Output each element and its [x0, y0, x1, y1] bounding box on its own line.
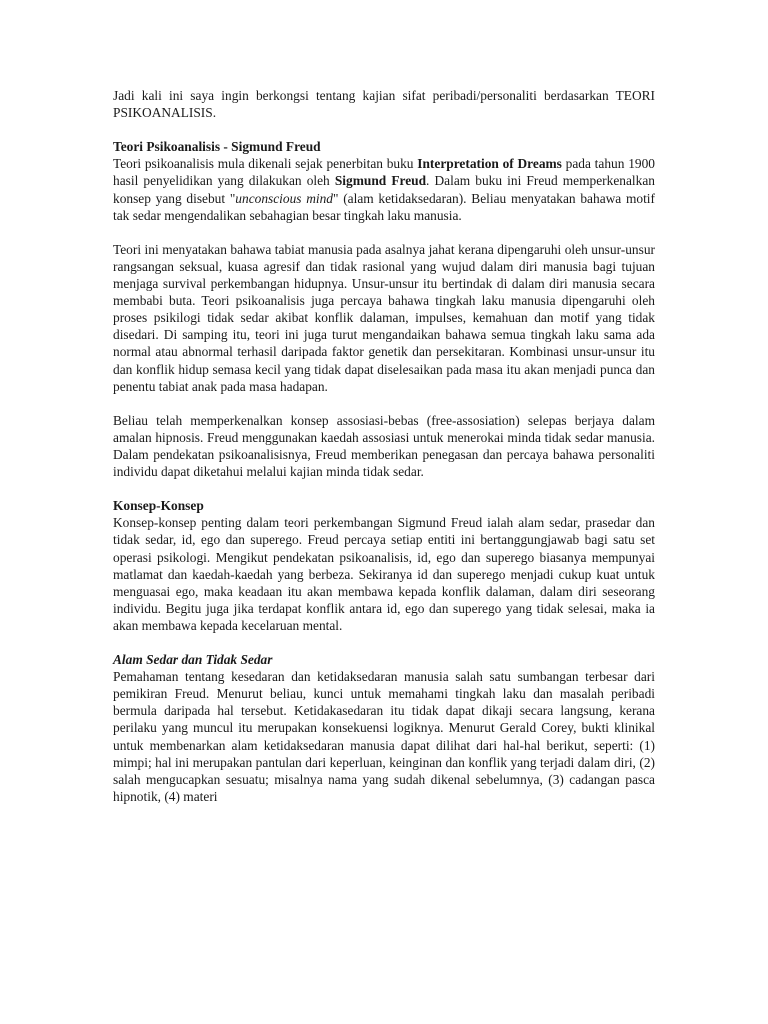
section-heading-teori: Teori Psikoanalisis - Sigmund Freud — [113, 139, 321, 155]
paragraph-konsep-1: Konsep-konsep penting dalam teori perkembangan Sigmund Freud ialah alam sedar, prasedar dan tidak sedar, id, ego dan superego. Freud percaya setiap entiti ini bertanggungjawab bagi satu set operasi psikologi. Mengikut pendekatan psikoanalisis, id, ego dan superego biasanya mempunyai matlamat dan kaedah-kaedah yang berbeza. Sekiranya id dan superego menjadi cukup kuat untuk menguasai ego, maka keadaan itu akan membawa kepada konflik dalaman, dalam diri seseorang individu. Begitu juga jika terdapat konflik antara id, ego dan superego yang tidak selesai, maka ia akan membawa kepada kecelaruan mental. — [113, 515, 655, 633]
spacer — [113, 480, 655, 497]
book-title: Interpretation of Dreams — [417, 156, 562, 172]
spacer — [113, 224, 655, 241]
paragraph-teori-1 — [113, 155, 655, 223]
term-italic: unconscious mind — [235, 190, 334, 206]
spacer — [113, 395, 655, 412]
text-run: " (alam ketidaksedaran). Beliau menyatakan bahawa motif tak sedar mengendalikan sebahagian besar tingkah laku manusia. — [113, 190, 655, 223]
document-page — [113, 87, 655, 805]
spacer — [113, 121, 655, 138]
paragraph-teori-2: Teori ini menyatakan bahawa tabiat manusia pada asalnya jahat kerana dipengaruhi oleh unsur-unsur rangsangan seksual, kuasa agresif dan tidak rasional yang wujud dalam diri manusia bagi tujuan menjaga survival perkembangan hidupnya. Unsur-unsur itu bertindak di dalam diri manusia secara membabi buta. Teori psikoanalisis juga percaya bahawa tingkah laku manusia dipengaruhi oleh proses psikilogi tidak sedar akibat konflik dalaman, impulses, kemahuan dan motif yang tidak disedari. Di samping itu, teori ini juga turut mengandaikan bahawa semua tingkah laku sama ada normal atau abnormal terhasil daripada faktor genetik dan persekitaran. Kombinasi unsur-unsur itu dan konflik hidup semasa kecil yang tidak dapat diselesaikan pada masa itu akan menjadi punca dan penentu tabiat anak pada masa hadapan. — [113, 241, 655, 394]
text-run: pada tahun 1900 hasil penyelidikan yang dilakukan oleh — [113, 156, 655, 189]
author-name: Sigmund Freud — [334, 173, 427, 189]
section-heading-konsep: Konsep-Konsep — [113, 498, 204, 514]
intro-paragraph: Jadi kali ini saya ingin berkongsi tentang kajian sifat peribadi/personaliti berdasarkan TEORI PSIKOANALISIS. — [113, 88, 655, 121]
spacer — [113, 634, 655, 651]
paragraph-alam-sedar-1: Pemahaman tentang kesedaran dan ketidaksedaran manusia salah satu sumbangan terbesar dari pemikiran Freud. Menurut beliau, kunci untuk memahami tingkah laku dan masalah peribadi bermula daripada hal tersebut. Ketidakasedaran itu tidak dapat dikaji secara langsung, kerana perilaku yang muncul itu merupakan konsekuensi logiknya. Menurut Gerald Corey, bukti klinikal untuk membenarkan alam ketidaksedaran manusia dapat dilihat dari hal-hal berikut, seperti: (1) mimpi; hal ini merupakan pantulan dari keperluan, keinginan dan konflik yang terjadi dalam diri, (2) salah mengucapkan sesuatu; misalnya nama yang sudah dikenal sebelumnya, (3) cadangan pasca hipnotik, (4) materi — [113, 669, 655, 804]
text-run: Teori psikoanalisis mula dikenali sejak penerbitan buku — [113, 156, 418, 172]
section-heading-alam-sedar: Alam Sedar dan Tidak Sedar — [113, 652, 273, 668]
text-run: . Dalam buku ini Freud memperkenalkan konsep yang disebut " — [113, 173, 655, 206]
paragraph-teori-3: Beliau telah memperkenalkan konsep assosiasi-bebas (free-assosiation) selepas berjaya dalam amalan hipnosis. Freud menggunakan kaedah assosiasi untuk menerokai minda tidak sedar manusia. Dalam pendekatan psikoanalisisnya, Freud memberikan penegasan dan percaya bahawa personaliti individu dapat diketahui melalui kajian minda tidak sedar. — [113, 412, 655, 480]
